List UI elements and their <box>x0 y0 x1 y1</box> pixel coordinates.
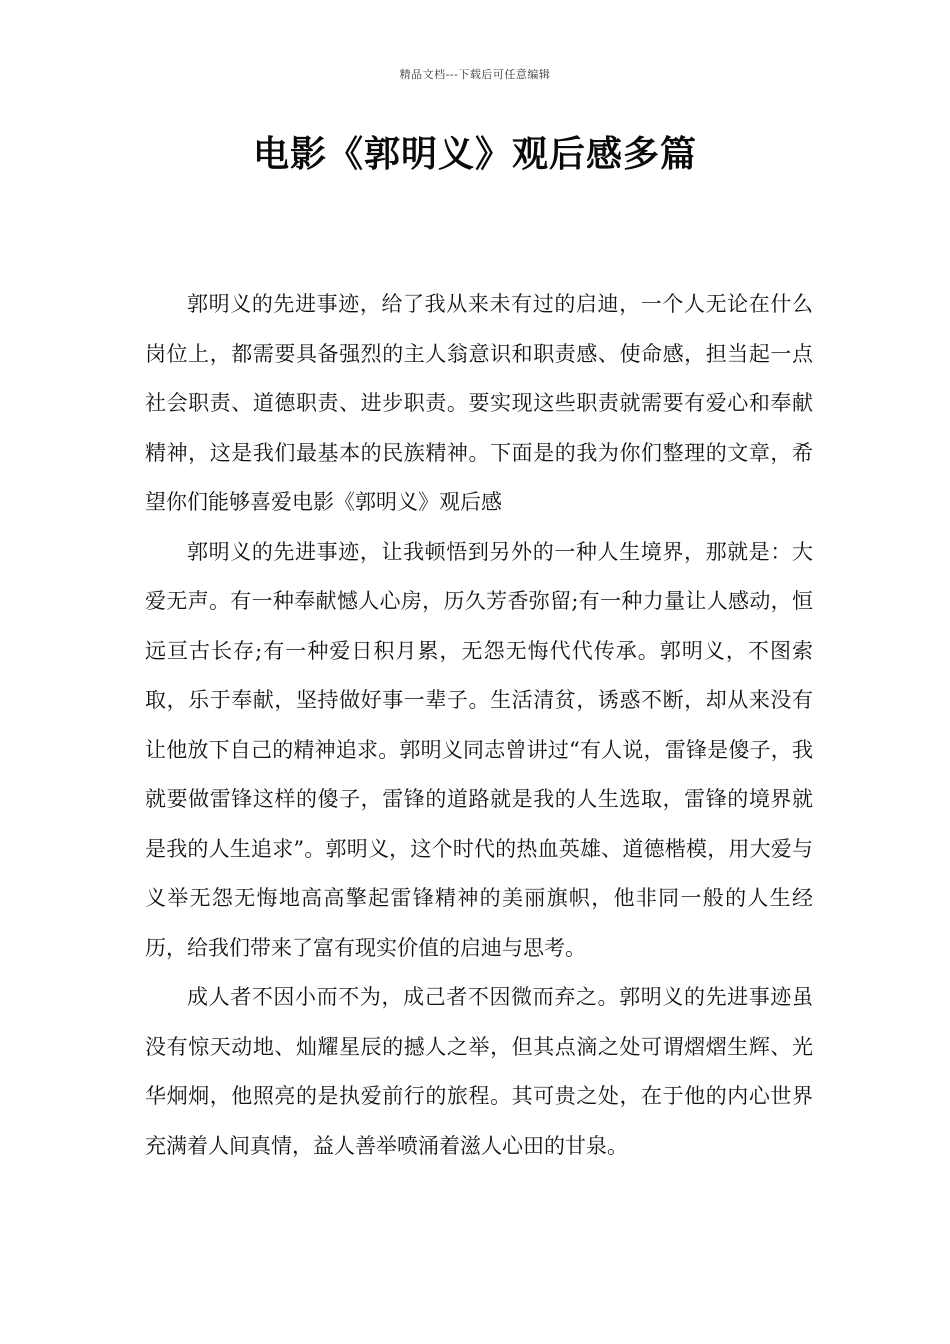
paragraph: 成人者不因小而不为，成己者不因微而弃之。郭明义的先进事迹虽没有惊天动地、灿耀星辰的撼人之举，但其点滴之处可谓熠熠生辉、光华炯炯，他照亮的是执爱前行的旅程。其可贵之处，在于他的内心世界充满着人间真情，益人善举喷涌着滋人心田的甘泉。 <box>145 985 813 1158</box>
document-body <box>145 280 813 1171</box>
document-title: 电影《郭明义》观后感多篇 <box>252 134 697 175</box>
header-note: 精品文档---下载后可任意编辑 <box>399 68 551 81</box>
paragraph: 郭明义的先进事迹，给了我从来未有过的启迪，一个人无论在什么岗位上，都需要具备强烈的主人翁意识和职责感、使命感，担当起一点社会职责、道德职责、进步职责。要实现这些职责就需要有爱心和奉献精神，这是我们最基本的民族精神。下面是的我为你们整理的文章，希望你们能够喜爱电影《郭明义》观后感 <box>145 292 813 514</box>
paragraph: 郭明义的先进事迹，让我顿悟到另外的一种人生境界，那就是：大爱无声。有一种奉献憾人心房，历久芳香弥留;有一种力量让人感动，恒远亘古长存;有一种爱日积月累，无怨无悔代代传承。郭明义，不图索取，乐于奉献，坚持做好事一辈子。生活清贫，诱惑不断，却从来没有让他放下自己的精神追求。郭明义同志曾讲过“有人说，雷锋是傻子，我就要做雷锋这样的傻子，雷锋的道路就是我的人生选取，雷锋的境界就是我的人生追求”。郭明义，这个时代的热血英雄、道德楷模，用大爱与义举无怨无悔地高高擎起雷锋精神的美丽旗帜，他非同一般的人生经历，给我们带来了富有现实价值的启迪与思考。 <box>145 539 813 960</box>
